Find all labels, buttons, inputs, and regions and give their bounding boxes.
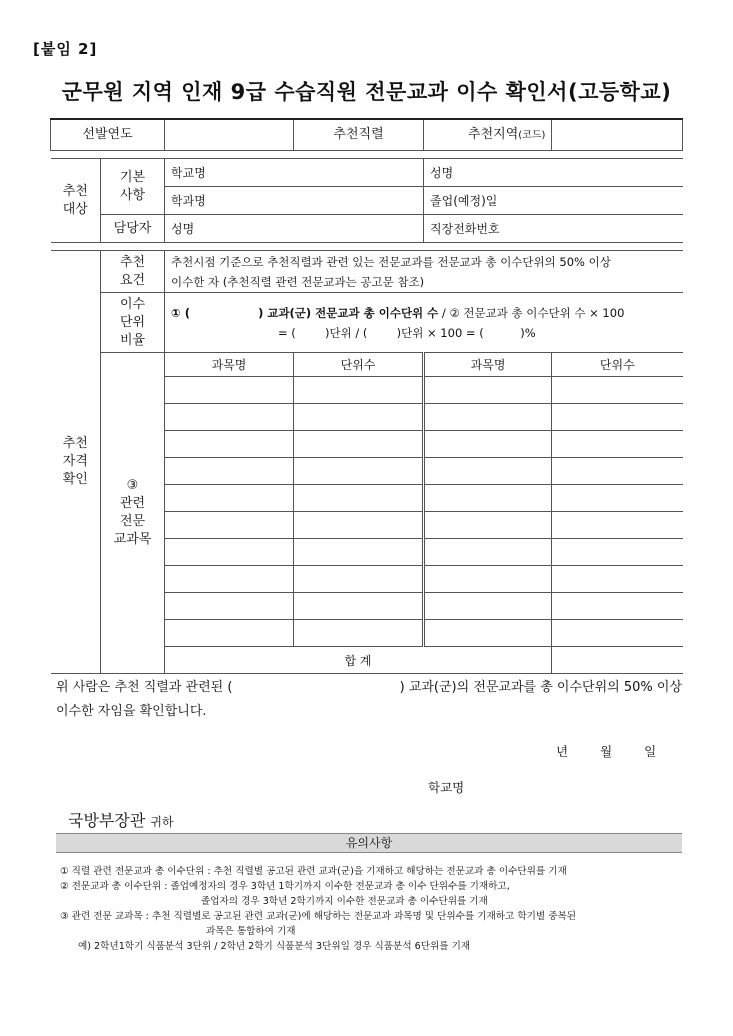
school-name-field[interactable]: 학교명: [165, 159, 424, 187]
dept-name-field[interactable]: 학과명: [165, 187, 424, 215]
qualification-section-label: 추천 자격 확인: [51, 251, 101, 674]
subject-cell[interactable]: [424, 566, 552, 593]
confirmation-line-2: 이수한 자임을 확인합니다.: [56, 704, 207, 719]
column-header-subject-2: 과목명: [424, 353, 552, 377]
units-cell[interactable]: [294, 431, 424, 458]
total-units-cell[interactable]: [552, 647, 683, 674]
subject-cell[interactable]: [424, 539, 552, 566]
basic-info-label: 기본 사항: [101, 159, 165, 215]
job-label: 추천직렬: [294, 119, 424, 151]
spacer: [51, 151, 683, 159]
target-section-label: 추천 대상: [51, 159, 101, 243]
region-cell[interactable]: [468, 119, 683, 151]
requirement-text: [165, 251, 683, 293]
subject-cell[interactable]: [424, 485, 552, 512]
confirmation-line-1-left: 위 사람은 추천 직렬과 관련된 (: [56, 680, 233, 695]
units-cell[interactable]: [552, 566, 683, 593]
subject-cell[interactable]: [165, 485, 294, 512]
confirmation-form-table: [50, 118, 683, 674]
name-field[interactable]: 성명: [424, 159, 683, 187]
recipient-name: 국방부장관: [68, 811, 146, 830]
units-cell[interactable]: [552, 620, 683, 647]
subject-cell[interactable]: [165, 404, 294, 431]
ratio-text: [165, 293, 683, 353]
units-cell[interactable]: [294, 620, 424, 647]
recipient: [68, 808, 174, 831]
spacer: [51, 243, 683, 251]
note-item: ③ 관련 전문 교과목 : 추천 직렬별로 공고된 관련 교과(군)에 해당하는 전문교과 과목명 및 단위수를 기재하고 학기별 중복된: [60, 911, 577, 922]
note-item: ② 전문교과 총 이수단위 : 졸업예정자의 경우 3학년 1학기까지 이수한 전문교과 총 이수 단위수를 기재하고,: [60, 881, 510, 892]
column-header-units-2: 단위수: [552, 353, 683, 377]
manager-name-field[interactable]: 성명: [165, 215, 424, 243]
ratio-part-1: ① ( ) 교과(군) 전문교과 총 이수단위 수: [171, 305, 439, 320]
recipient-suffix: 귀하: [150, 815, 174, 829]
requirement-line-1: 추천시점 기준으로 추천직렬과 관련 있는 전문교과를 전문교과 총 이수단위의 50% 이상: [171, 254, 611, 269]
notes-header: 유의사항: [56, 833, 682, 853]
units-cell[interactable]: [294, 566, 424, 593]
units-cell[interactable]: [294, 593, 424, 620]
units-cell[interactable]: [552, 539, 683, 566]
units-cell[interactable]: [294, 404, 424, 431]
subject-cell[interactable]: [165, 458, 294, 485]
year-field[interactable]: [165, 119, 294, 151]
ratio-part-2: / ② 전문교과 총 이수단위 수 × 100: [438, 305, 625, 320]
subject-cell[interactable]: [165, 593, 294, 620]
units-cell[interactable]: [552, 404, 683, 431]
related-subjects-label: ③ 관련 전문 교과목: [101, 353, 165, 674]
units-cell[interactable]: [294, 512, 424, 539]
column-header-units-1: 단위수: [294, 353, 424, 377]
subject-cell[interactable]: [424, 593, 552, 620]
note-item: 졸업자의 경우 3학년 2학기까지 이수한 전문교과 총 이수단위를 기재: [201, 896, 488, 907]
subject-cell[interactable]: [165, 620, 294, 647]
units-cell[interactable]: [552, 458, 683, 485]
subject-cell[interactable]: [165, 431, 294, 458]
notes-list: [60, 864, 686, 954]
school-signature: 학교명: [428, 780, 465, 795]
date-year: 년: [556, 744, 569, 759]
requirement-line-2: 이수한 자 (추천직렬 관련 전문교과는 공고문 참조): [171, 274, 425, 289]
subject-cell[interactable]: [424, 512, 552, 539]
subject-cell[interactable]: [165, 512, 294, 539]
date-day: 일: [644, 744, 657, 759]
units-cell[interactable]: [552, 485, 683, 512]
graduation-field[interactable]: 졸업(예정)일: [424, 187, 683, 215]
units-cell[interactable]: [294, 485, 424, 512]
note-example: 예) 2학년1학기 식품분석 3단위 / 2학년 2학기 식품분석 3단위일 경우 식품분석 6단위를 기재: [78, 941, 471, 952]
units-cell[interactable]: [552, 593, 683, 620]
units-cell[interactable]: [294, 458, 424, 485]
units-cell[interactable]: [552, 431, 683, 458]
total-label: 합 계: [165, 647, 552, 674]
subject-cell[interactable]: [424, 404, 552, 431]
subject-cell[interactable]: [165, 566, 294, 593]
manager-label: 담당자: [101, 215, 165, 243]
region-code: (코드): [518, 130, 546, 141]
confirmation-statement: [56, 676, 682, 724]
column-header-subject-1: 과목명: [165, 353, 294, 377]
subject-cell[interactable]: [424, 377, 552, 404]
attachment-label: [붙임 2]: [33, 40, 98, 58]
region-label: 추천지역: [468, 127, 519, 142]
units-cell[interactable]: [552, 512, 683, 539]
date-month: 월: [600, 744, 613, 759]
requirement-label: 추천 요건: [101, 251, 165, 293]
confirmation-line-1-right: ) 교과(군)의 전문교과를 총 이수단위의 50% 이상: [399, 680, 682, 695]
work-phone-field[interactable]: 직장전화번호: [424, 215, 683, 243]
year-label: 선발연도: [51, 119, 165, 151]
subject-cell[interactable]: [165, 539, 294, 566]
subject-cell[interactable]: [165, 377, 294, 404]
date-line: [556, 742, 656, 760]
note-item: ① 직렬 관련 전문교과 총 이수단위 : 추천 직렬별 공고된 관련 교과(군)을 기재하고 해당하는 전문교과 총 이수단위를 기재: [60, 866, 567, 877]
ratio-label: 이수 단위 비율: [101, 293, 165, 353]
ratio-line-2: = ( )단위 / ( )단위 × 100 = ( )%: [278, 325, 536, 340]
units-cell[interactable]: [294, 539, 424, 566]
page-title: 군무원 지역 인재 9급 수습직원 전문교과 이수 확인서(고등학교): [61, 80, 672, 104]
note-item: 과목은 통합하여 기재: [206, 926, 296, 937]
units-cell[interactable]: [552, 377, 683, 404]
subject-cell[interactable]: [424, 431, 552, 458]
units-cell[interactable]: [294, 377, 424, 404]
subject-cell[interactable]: [424, 458, 552, 485]
subject-cell[interactable]: [424, 620, 552, 647]
